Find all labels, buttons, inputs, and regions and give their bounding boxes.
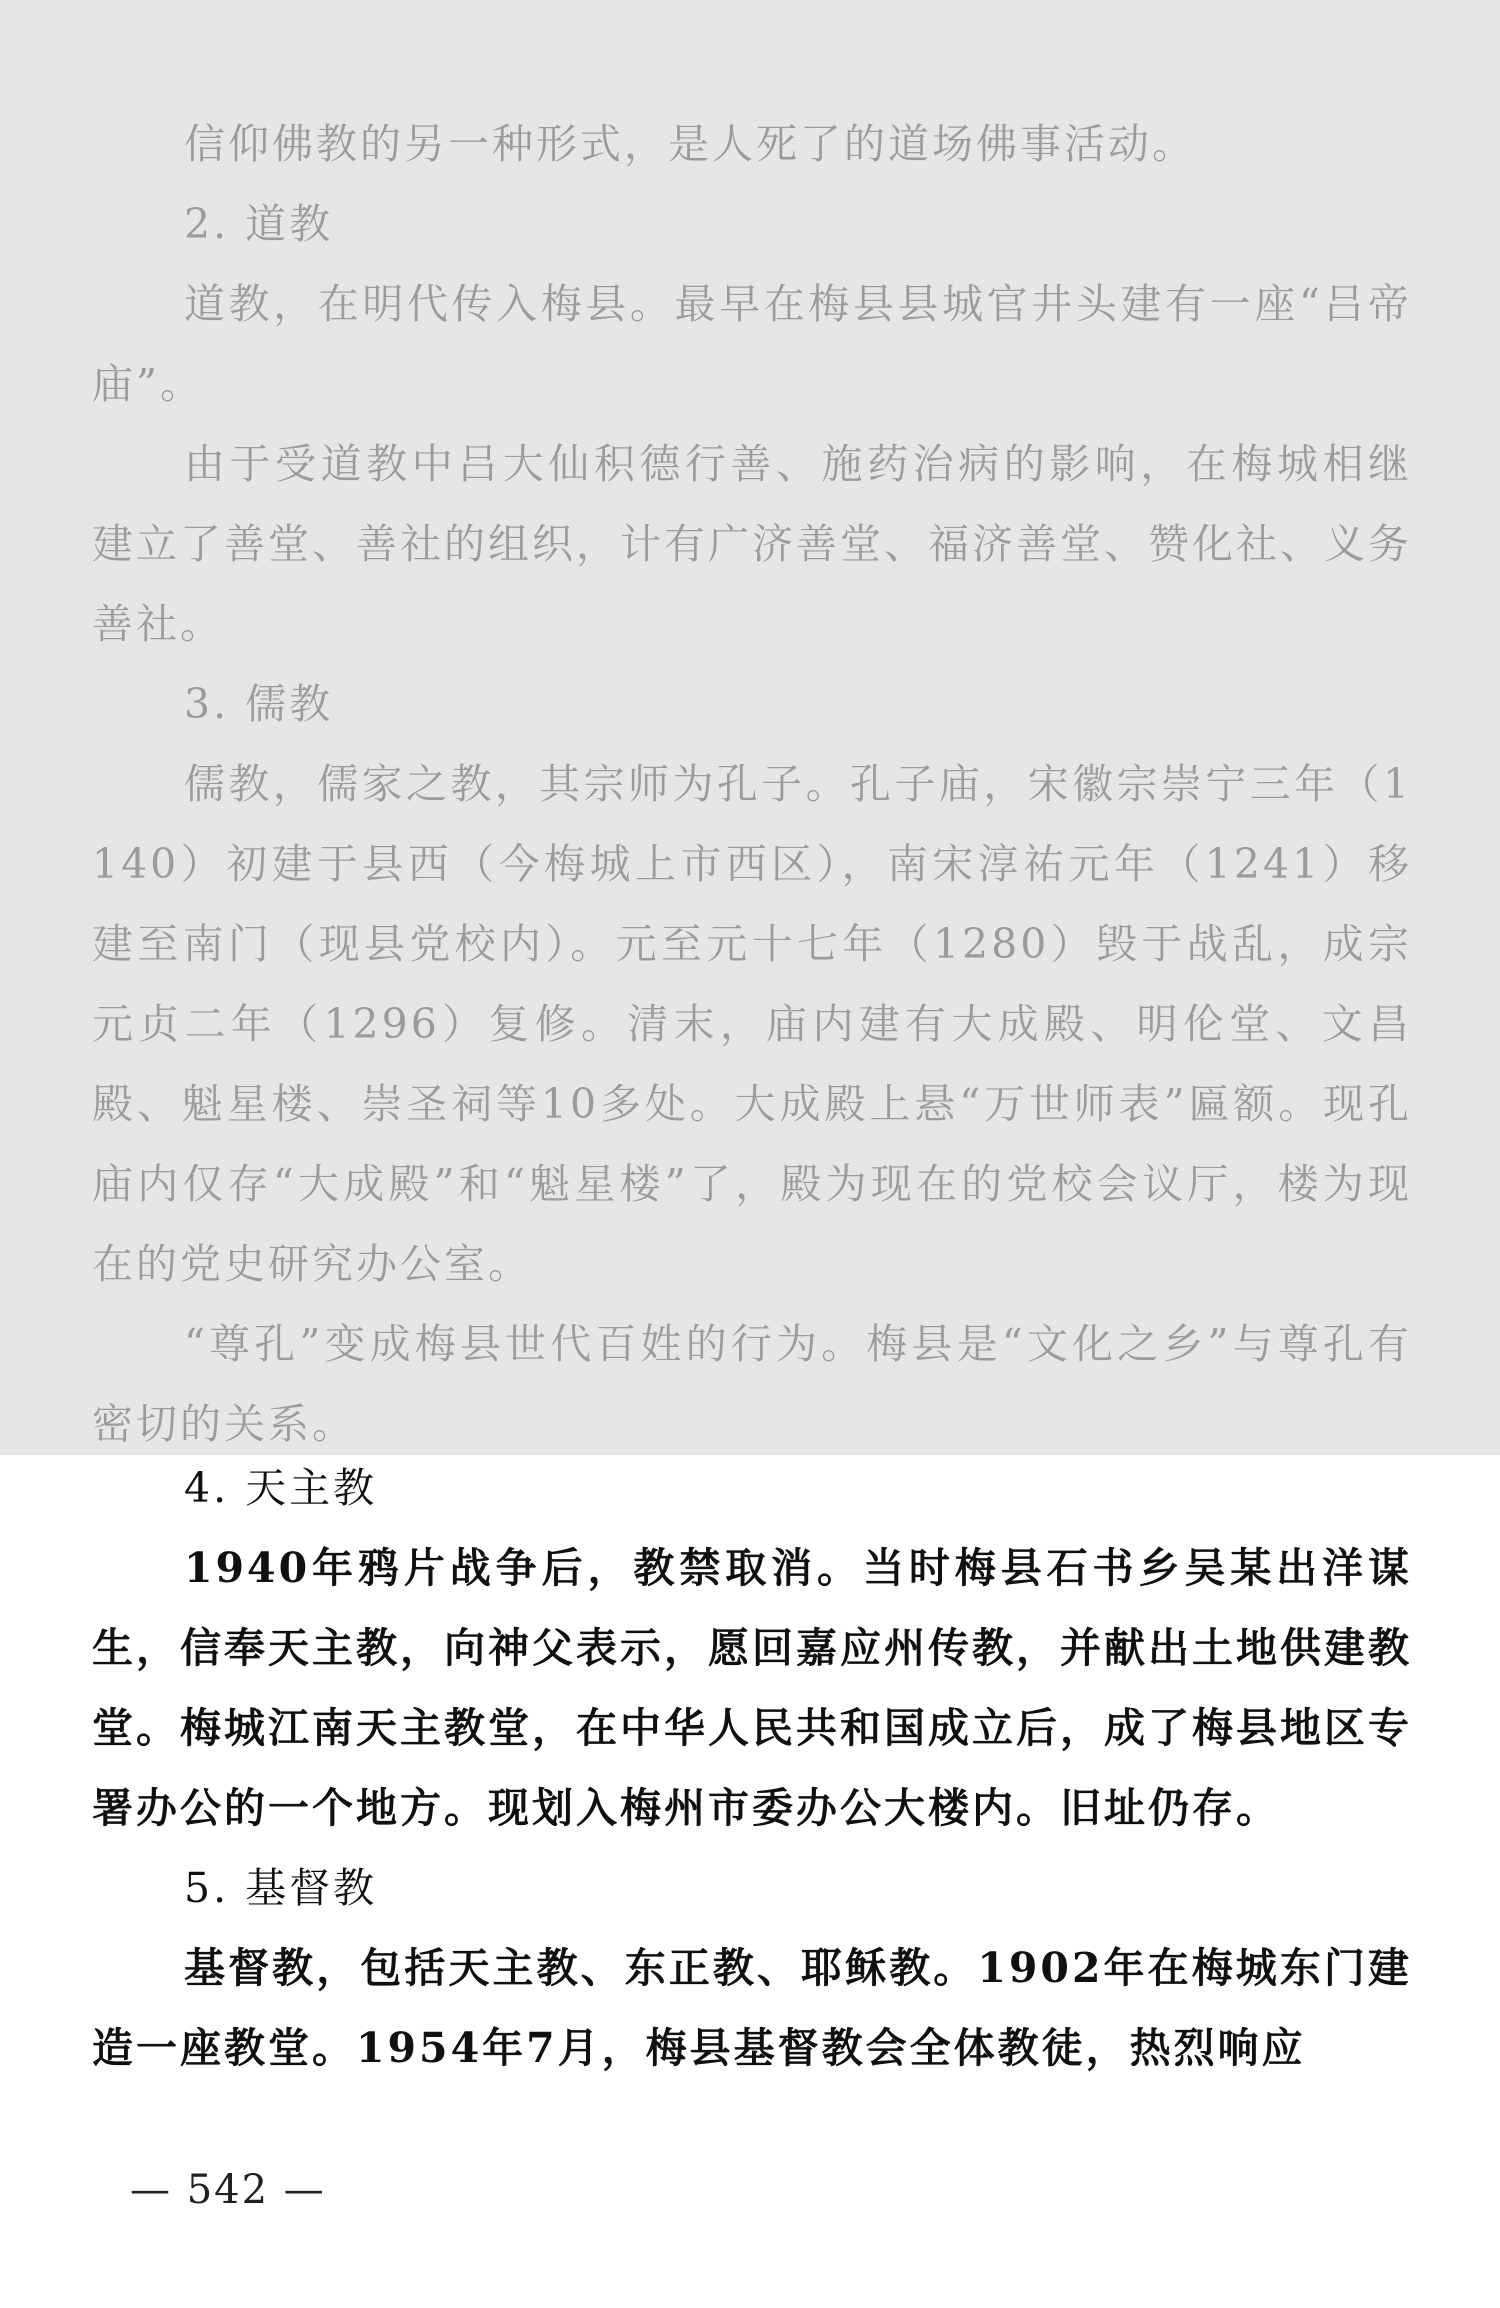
paragraph-catholicism: 1940年鸦片战争后，教禁取消。当时梅县石书乡吴某出洋谋生，信奉天主教，向神父表示，愿回嘉应州传教，并献出土地供建教堂。梅城江南天主教堂，在中华人民共和国成立后，成了梅县地区专署办公的一个地方。现划入梅州市委办公大楼内。旧址仍存。 bbox=[92, 1544, 1412, 1832]
paragraph-confucius-temple: 儒教，儒家之教，其宗师为孔子。孔子庙，宋徽宗崇宁三年（1140）初建于县西（今梅城上市西区），南宋淳祐元年（1241）移建至南门（现县党校内）。元至元十七年（1280）毁于战乱，成宗元贞二年（1296）复修。清末，庙内建有大成殿、明伦堂、文昌殿、魁星楼、崇圣祠等10多处。大成殿上悬“万世师表”匾额。现孔庙内仅存“大成殿”和“魁星楼”了，殿为现在的党校会议厅，楼为现在的党史研究办公室。 bbox=[92, 760, 1412, 1288]
lower-text-block bbox=[92, 1448, 1412, 2088]
paragraph-respect-confucius: “尊孔”变成梅县世代百姓的行为。梅县是“文化之乡”与尊孔有密切的关系。 bbox=[92, 1320, 1412, 1448]
heading-christianity: 5. 基督教 bbox=[184, 1864, 378, 1912]
heading-taoism: 2. 道教 bbox=[184, 200, 334, 248]
paragraph-buddhism-end: 信仰佛教的另一种形式，是人死了的道场佛事活动。 bbox=[184, 120, 1196, 168]
page-number: — 542 — bbox=[130, 2167, 326, 2213]
paragraph-taoism-intro: 道教，在明代传入梅县。最早在梅县县城官井头建有一座“吕帝庙”。 bbox=[92, 280, 1412, 408]
heading-confucianism: 3. 儒教 bbox=[184, 680, 334, 728]
heading-catholicism: 4. 天主教 bbox=[184, 1464, 378, 1512]
upper-text-block bbox=[92, 104, 1412, 1464]
paragraph-taoism-halls: 由于受道教中吕大仙积德行善、施药治病的影响，在梅城相继建立了善堂、善社的组织，计有广济善堂、福济善堂、赞化社、义务善社。 bbox=[92, 440, 1412, 648]
paragraph-christianity: 基督教，包括天主教、东正教、耶稣教。1902年在梅城东门建造一座教堂。1954年7月，梅县基督教会全体教徒，热烈响应 bbox=[92, 1944, 1412, 2072]
